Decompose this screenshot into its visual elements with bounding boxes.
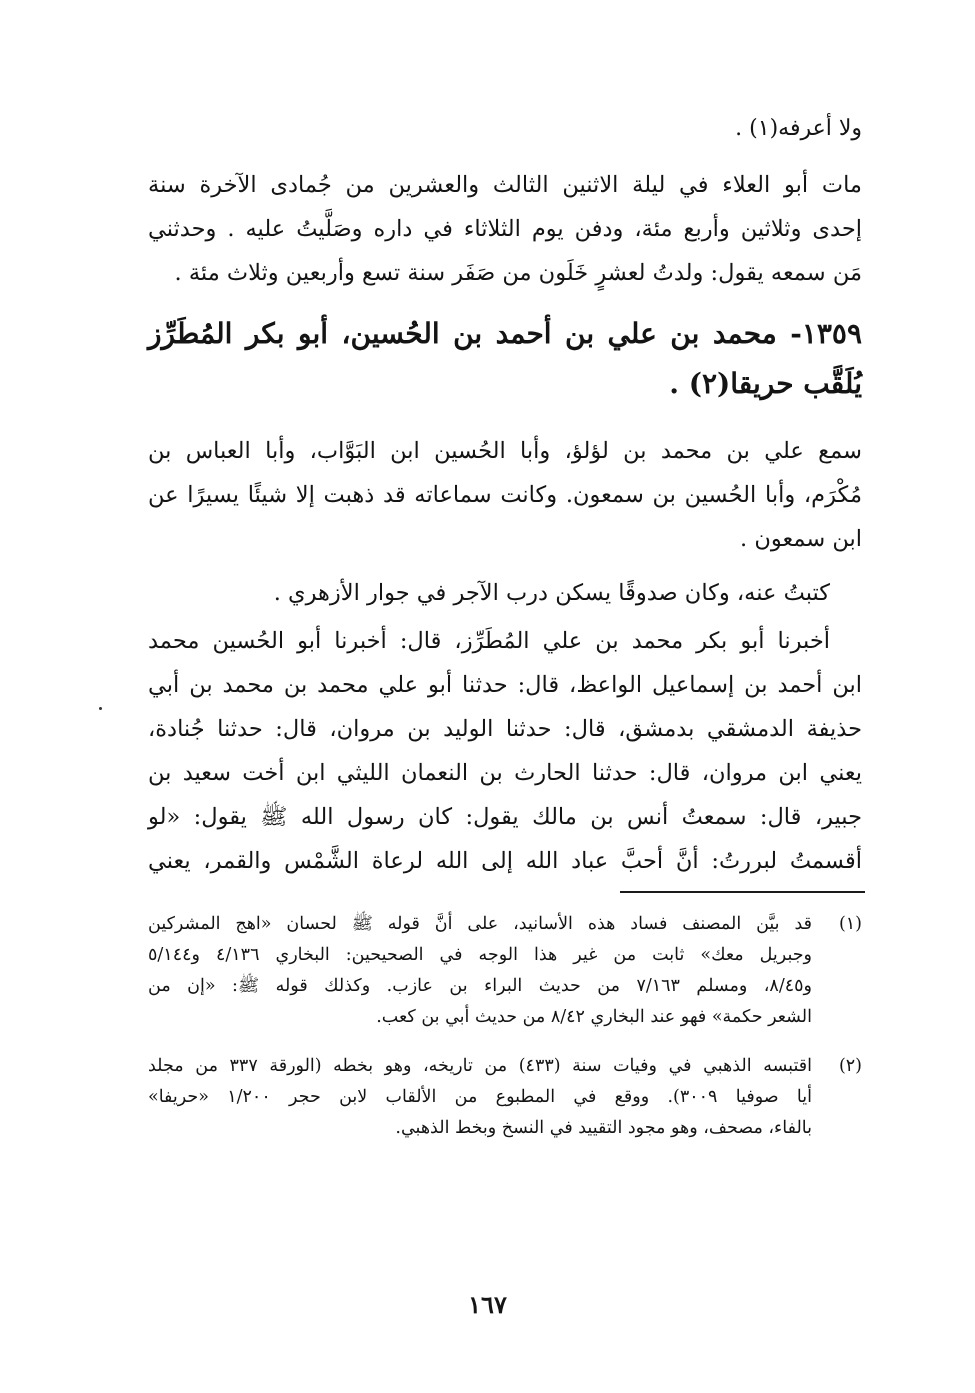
entry-heading xyxy=(148,312,862,412)
footnote-line: اقتبسه الذهبي في وفيات سنة (٤٣٣) من تاريخه، وهو بخطه (الورقة ٣٣٧ من مجلد xyxy=(148,1056,812,1076)
footnote-line: قد بيَّن المصنف فساد هذه الأسانيد، على أنَّ قوله ﷺ لحسان «اهج المشركين xyxy=(148,914,812,934)
text-line: أخبرنا أبو بكر محمد بن علي المُطَرِّز، قال: أخبرنا أبو الحُسين محمد xyxy=(148,628,830,654)
paragraph-character xyxy=(200,576,830,616)
footnote-2 xyxy=(148,1052,862,1152)
footnote-line: بالفاء، مصحف، وهو مجود التقييد في النسخ وبخط الذهبي. xyxy=(395,1118,812,1138)
footnote-number: (١) xyxy=(838,914,862,934)
text-line: إحدى وثلاثين وأربع مئة، ودفن يوم الثلاثاء في داره وصَلَّيتُ عليه . وحدثني xyxy=(148,216,862,242)
footnote-line: و٨/٤٥، ومسلم ٧/١٦٣ من حديث البراء بن عازب. وكذلك قوله ﷺ: «إن من xyxy=(148,976,812,996)
footnote-number: (٢) xyxy=(838,1056,862,1076)
footnote-1 xyxy=(148,910,862,1040)
text-line: سمع علي بن محمد بن لؤلؤ، وأبا الحُسين ابن البَوَّاب، وأبا العباس بن xyxy=(148,438,862,464)
heading-line: يُلَقَّب حريقا(٢) . xyxy=(669,367,862,400)
ink-dot xyxy=(99,707,102,710)
text-line: أقسمتُ لبررتُ: أنَّ أحبَّ عباد الله إلى الله لرعاة الشَّمْس والقمر، يعني xyxy=(148,848,862,874)
text-line: كتبتُ عنه، وكان صدوقًا يسكن درب الآجر في جوار الأزهري . xyxy=(273,580,830,606)
heading-line: ١٣٥٩- محمد بن علي بن أحمد بن الحُسين، أبو بكر المُطَرِّز xyxy=(148,317,862,350)
paragraph-teachers xyxy=(148,434,862,564)
text-line: مُكْرَم، وأبا الحُسين بن سمعون. وكانت سماعاته قد ذهبت إلا شيئًا يسيرًا عن xyxy=(148,482,862,508)
footnote-line: أيا صوفيا ٣٠٠٩). ووقع في المطبوع من الألقاب لابن حجر ١/٢٠٠ «حريفا» xyxy=(148,1087,812,1107)
text-line: حذيفة الدمشقي بدمشق، قال: حدثنا الوليد بن مروان، قال: حدثنا جُنادة، xyxy=(148,716,862,742)
text-line: مات أبو العلاء في ليلة الاثنين الثالث والعشرين من جُمادى الآخرة سنة xyxy=(148,172,862,198)
text-line: يعني ابن مروان، قال: حدثنا الحارث بن النعمان الليثي ابن أخت سعيد بن xyxy=(148,760,862,786)
footnote-separator xyxy=(620,891,865,893)
page-number: ١٦٧ xyxy=(468,1290,507,1319)
paragraph-death-notice xyxy=(148,168,862,298)
text-line: مَن سمعه يقول: ولدتُ لعشرٍ خَلَون من صَفَر سنة تسع وأربعين وثلاث مئة . xyxy=(174,260,862,286)
text-line: ابن أحمد بن إسماعيل الواعظ، قال: حدثنا أبو علي محمد بن محمد بن أبي xyxy=(148,672,862,698)
text-line: ابن سمعون . xyxy=(740,526,862,552)
paragraph-hadith-chain xyxy=(148,624,862,884)
text-line: جبير، قال: سمعتُ أنس بن مالك يقول: كان رسول الله ﷺ يقول: «لو xyxy=(148,804,862,830)
footnote-line: الشعر حكمة» فهو عند البخاري ٨/٤٢ من حديث أبي بن كعب. xyxy=(376,1007,812,1027)
intro-text: ولا أعرفه(١) . xyxy=(735,116,862,141)
intro-line xyxy=(600,112,862,146)
footnote-line: وجبريل معك» ثابت من غير هذا الوجه في الصحيحين: البخاري ٤/١٣٦ و٥/١٤٤ xyxy=(148,945,812,965)
